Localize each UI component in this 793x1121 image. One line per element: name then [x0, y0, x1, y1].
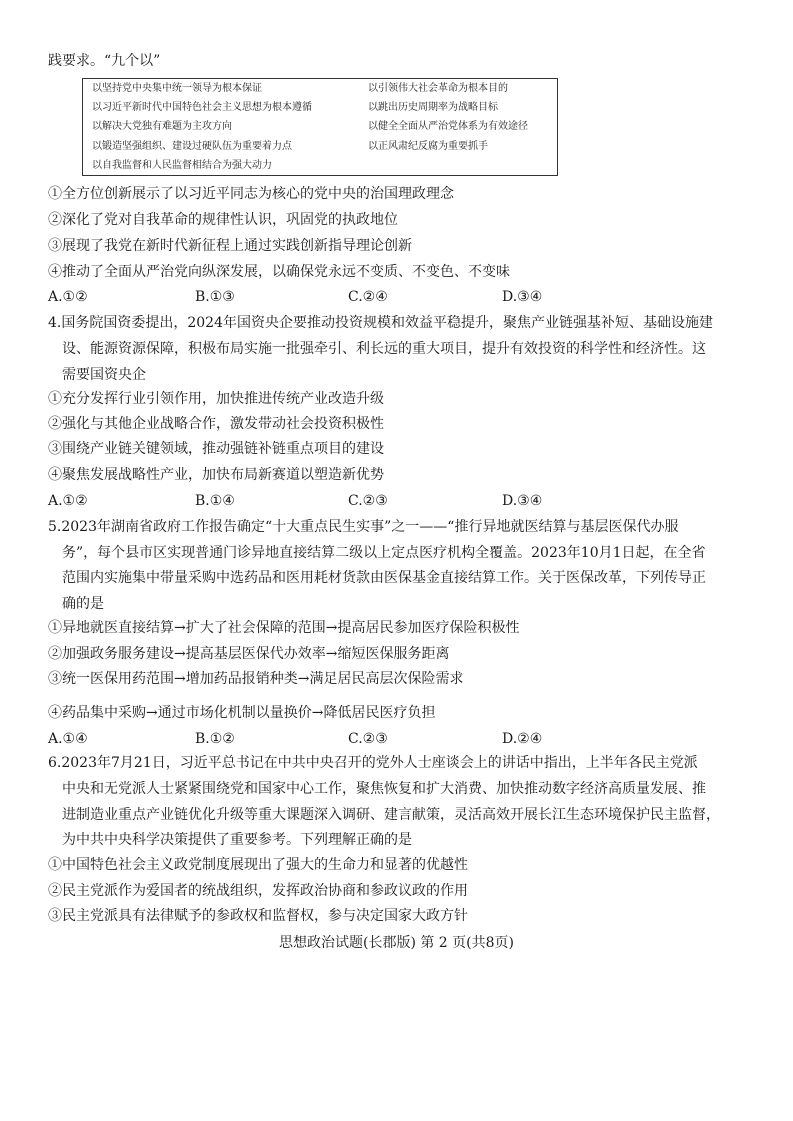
q5-statement: ②加强政务服务建设→提高基层医保代办效率→缩短医保服务距离	[48, 646, 450, 662]
q5-stem-line: 5.2023年湖南省政府工作报告确定“十大重点民生实事”之一——“推行异地就医结算与基层医保代办服	[48, 519, 679, 535]
q4-stem-line: 设、能源资源保障，积极布局实施一批强牵引、利长远的重大项目，提升有效投资的科学性和经济性。这	[62, 341, 706, 357]
q6-stem-line: 进制造业重点产业链优化升级等重大课题深入调研、建言献策，灵活高效开展长江生态环境保护民主监督，	[62, 807, 720, 823]
q5-stem-line: 范围内实施集中带量采购中选药品和医用耗材货款由医保基金直接结算工作。关于医保改革，下列传导正	[62, 570, 706, 586]
table-left-item: 以习近平新时代中国特色社会主义思想为根本遵循	[92, 102, 312, 113]
q4-statement: ④聚焦发展战略性产业，加快布局新赛道以塑造新优势	[48, 467, 384, 483]
page-footer: 思想政治试题(长郡版) 第 2 页(共8页)	[278, 935, 514, 951]
q4-stem-line: 需要国资央企	[62, 367, 146, 383]
q6-statement: ③民主党派具有法律赋予的参政权和监督权，参与决定国家大政方针	[48, 908, 468, 924]
q4-statement: ②强化与其他企业战略合作，激发带动社会投资积极性	[48, 416, 384, 432]
intro-line: 践要求。“九个以”	[48, 53, 161, 69]
option-c: C.②③	[348, 731, 388, 747]
option-c: C.②④	[348, 289, 388, 305]
q6-statement: ②民主党派作为爱国者的统战组织，发挥政治协商和参政议政的作用	[48, 883, 468, 899]
q3-statement: ③展现了我党在新时代新征程上通过实践创新指导理论创新	[48, 238, 412, 254]
q5-statement: ④药品集中采购→通过市场化机制以量换价→降低居民医疗负担	[48, 705, 436, 721]
q3-statement: ①全方位创新展示了以习近平同志为核心的党中央的治国理政理念	[48, 186, 454, 202]
q4-statement: ①充分发挥行业引领作用，加快推进传统产业改造升级	[48, 391, 384, 407]
option-b: B.①②	[195, 731, 235, 747]
q6-stem-line: 6.2023年7月21日，习近平总书记在中共中央召开的党外人士座谈会上的讲话中指出，上半年各民主党派	[48, 755, 698, 771]
q3-statement: ④推动了全面从严治党向纵深发展，以确保党永远不变质、不变色、不变味	[48, 264, 510, 280]
q6-stem-line: 中央和无党派人士紧紧围绕党和国家中心工作，聚焦恢复和扩大消费、加快推动数字经济高质量发展、推	[62, 781, 706, 797]
q4-statement: ③围绕产业链关键领域，推动强链补链重点项目的建设	[48, 441, 384, 457]
option-a: A.①②	[48, 493, 88, 509]
table-right-item: 以引领伟大社会革命为根本目的	[368, 83, 508, 94]
nine-principles-table	[82, 78, 558, 176]
option-d: D.③④	[502, 289, 543, 305]
option-b: B.①③	[195, 289, 235, 305]
q3-statement: ②深化了党对自我革命的规律性认识，巩固党的执政地位	[48, 212, 398, 228]
table-left-item: 以坚持党中央集中统一领导为根本保证	[92, 83, 262, 94]
q6-stem-line: 为中共中央科学决策提供了重要参考。下列理解正确的是	[62, 832, 412, 848]
option-d: D.③④	[502, 493, 543, 509]
q5-statement: ①异地就医直接结算→扩大了社会保障的范围→提高居民参加医疗保险积极性	[48, 620, 520, 636]
table-left-item: 以自我监督和人民监督相结合为强大动力	[92, 160, 272, 171]
q6-statement: ①中国特色社会主义政党制度展现出了强大的生命力和显著的优越性	[48, 857, 468, 873]
option-c: C.②③	[348, 493, 388, 509]
table-left-item: 以锻造坚强组织、建设过硬队伍为重要着力点	[92, 141, 292, 152]
q5-statement: ③统一医保用药范围→增加药品报销种类→满足居民高层次保险需求	[48, 671, 464, 687]
table-right-item: 以跳出历史周期率为战略目标	[368, 102, 498, 113]
table-left-item: 以解决大党独有难题为主攻方向	[92, 121, 232, 132]
option-d: D.②④	[502, 731, 543, 747]
table-right-item: 以正风肃纪反腐为重要抓手	[368, 141, 488, 152]
option-a: A.①④	[48, 731, 88, 747]
option-a: A.①②	[48, 289, 88, 305]
q5-stem-line: 务”，每个县市区实现普通门诊异地直接结算二级以上定点医疗机构全覆盖。2023年10月1日起，在全省	[62, 545, 706, 561]
q4-stem-line: 4.国务院国资委提出，2024年国资央企要推动投资规模和效益平稳提升，聚焦产业链强基补短、基础设施建	[48, 315, 713, 331]
q5-stem-line: 确的是	[62, 596, 104, 612]
table-right-item: 以健全全面从严治党体系为有效途径	[368, 121, 528, 132]
option-b: B.①④	[195, 493, 235, 509]
